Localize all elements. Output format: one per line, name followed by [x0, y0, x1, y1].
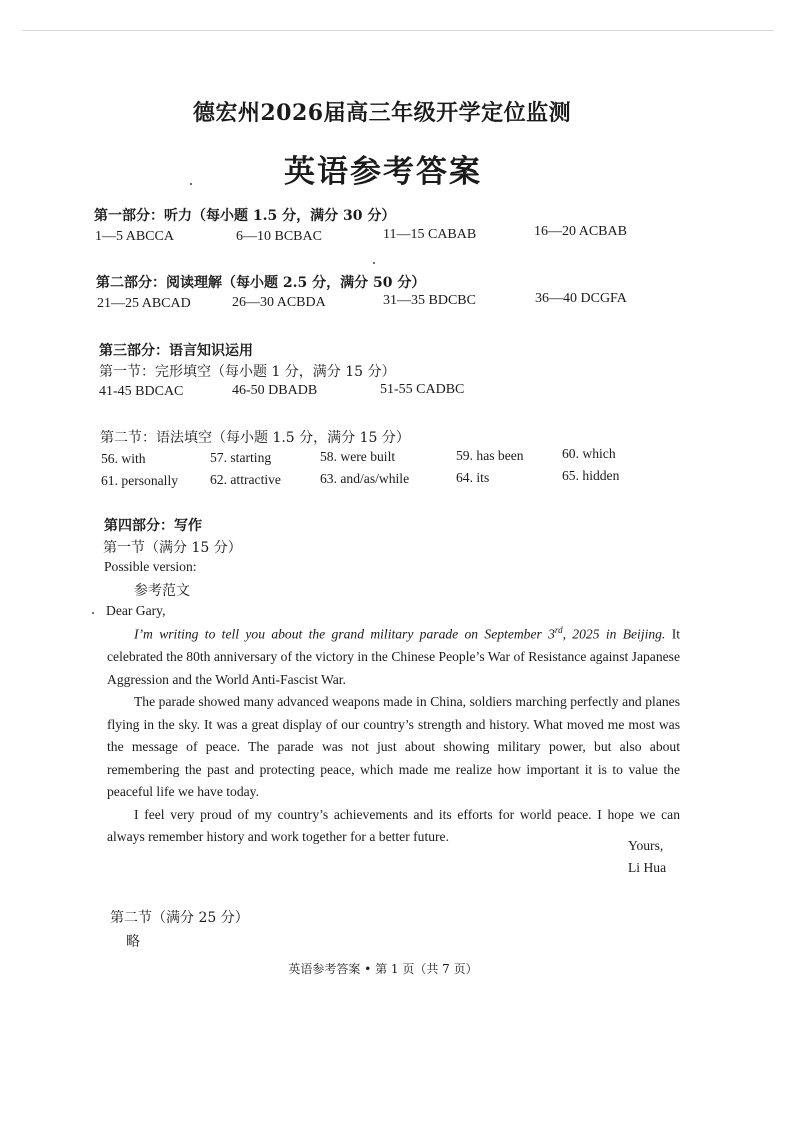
scan-border-line	[22, 30, 774, 31]
letter-paragraph-1-rest: It celebrated the 80th anniversary of the victory in the Chinese People’s War of Resistance against Japanese Aggression and the World Anti-Fascist War.	[107, 626, 680, 687]
grammar-answer-59: 59. has been	[456, 448, 524, 463]
scan-speck	[373, 262, 375, 264]
grammar-answer-56: 56. with	[101, 451, 146, 466]
part3-heading: 第三部分：语言知识运用	[99, 343, 253, 359]
page-footer: 英语参考答案 • 第 1 页（共 7 页）	[288, 962, 478, 976]
exam-title: 德宏州2026届高三年级开学定位监测	[192, 100, 572, 126]
letter-greeting: Dear Gary,	[106, 603, 166, 618]
part2-heading: 第二部分：阅读理解（每小题 2.5 分，满分 50 分）	[96, 275, 426, 291]
grammar-answer-58: 58. were built	[320, 449, 396, 464]
grammar-answer-62: 62. attractive	[210, 472, 281, 487]
grammar-answer-57: 57. starting	[210, 450, 272, 465]
part2-answer-4: 36—40 DCGFA	[535, 291, 627, 306]
part1-heading: 第一部分：听力（每小题 1.5 分，满分 30 分）	[94, 208, 396, 224]
letter-paragraph-1-ordinal: rd	[554, 625, 563, 635]
part4-section2-content: 略	[126, 934, 140, 950]
possible-version-label: Possible version:	[104, 559, 197, 574]
letter-paragraph-2: The parade showed many advanced weapons made in China, soldiers marching perfectly and planes flying in the sky. It was a great display of our country’s strength and history. What moved me most was the message of peace. The parade was not just about showing military power, but also about remembering the past and protecting peace, which made me realize how important it is to value the peaceful life we have today.	[107, 694, 680, 800]
part4-section1-heading: 第一节（满分 15 分）	[103, 540, 242, 556]
letter-closing: Yours,	[628, 838, 664, 853]
part1-answer-1: 1—5 ABCCA	[95, 229, 174, 244]
grammar-answer-61: 61. personally	[101, 473, 179, 488]
part2-answer-1: 21—25 ABCAD	[97, 296, 191, 311]
scan-speck	[92, 612, 94, 614]
part2-answer-2: 26—30 ACBDA	[232, 295, 326, 310]
part4-section2-heading: 第二节（满分 25 分）	[110, 910, 249, 926]
part1-answer-3: 11—15 CABAB	[383, 227, 477, 242]
grammar-answer-63: 63. and/as/while	[320, 471, 410, 486]
letter-body	[107, 619, 680, 849]
part4-heading: 第四部分：写作	[104, 518, 202, 534]
part2-answer-3: 31—35 BDCBC	[383, 293, 476, 308]
part1-answer-4: 16—20 ACBAB	[534, 224, 627, 239]
letter-paragraph-1-italic-a: I’m writing to tell you about the grand military parade on September 3	[134, 626, 555, 642]
part3-section2-heading: 第二节：语法填空（每小题 1.5 分，满分 15 分）	[100, 430, 410, 446]
cloze-answer-1: 41-45 BDCAC	[99, 384, 184, 399]
cloze-answer-2: 46-50 DBADB	[232, 383, 318, 398]
letter-signature: Li Hua	[628, 860, 667, 875]
sample-essay-label: 参考范文	[134, 583, 190, 599]
part3-section1-heading: 第一节：完形填空（每小题 1 分，满分 15 分）	[99, 364, 396, 380]
grammar-answer-64: 64. its	[456, 470, 490, 485]
part1-answer-2: 6—10 BCBAC	[236, 229, 322, 244]
cloze-answer-3: 51-55 CADBC	[380, 382, 465, 397]
document-subtitle: 英语参考答案	[284, 154, 482, 190]
letter-paragraph-3: I feel very proud of my country’s achievements and its efforts for world peace. I hope we can always remember history and work together for a better future.	[107, 806, 680, 845]
grammar-answer-65: 65. hidden	[562, 468, 620, 483]
scan-speck	[190, 183, 192, 185]
letter-paragraph-1-italic-b: , 2025 in Beijing.	[562, 626, 666, 642]
grammar-answer-60: 60. which	[562, 446, 616, 461]
letter-paragraph-1	[107, 619, 680, 691]
